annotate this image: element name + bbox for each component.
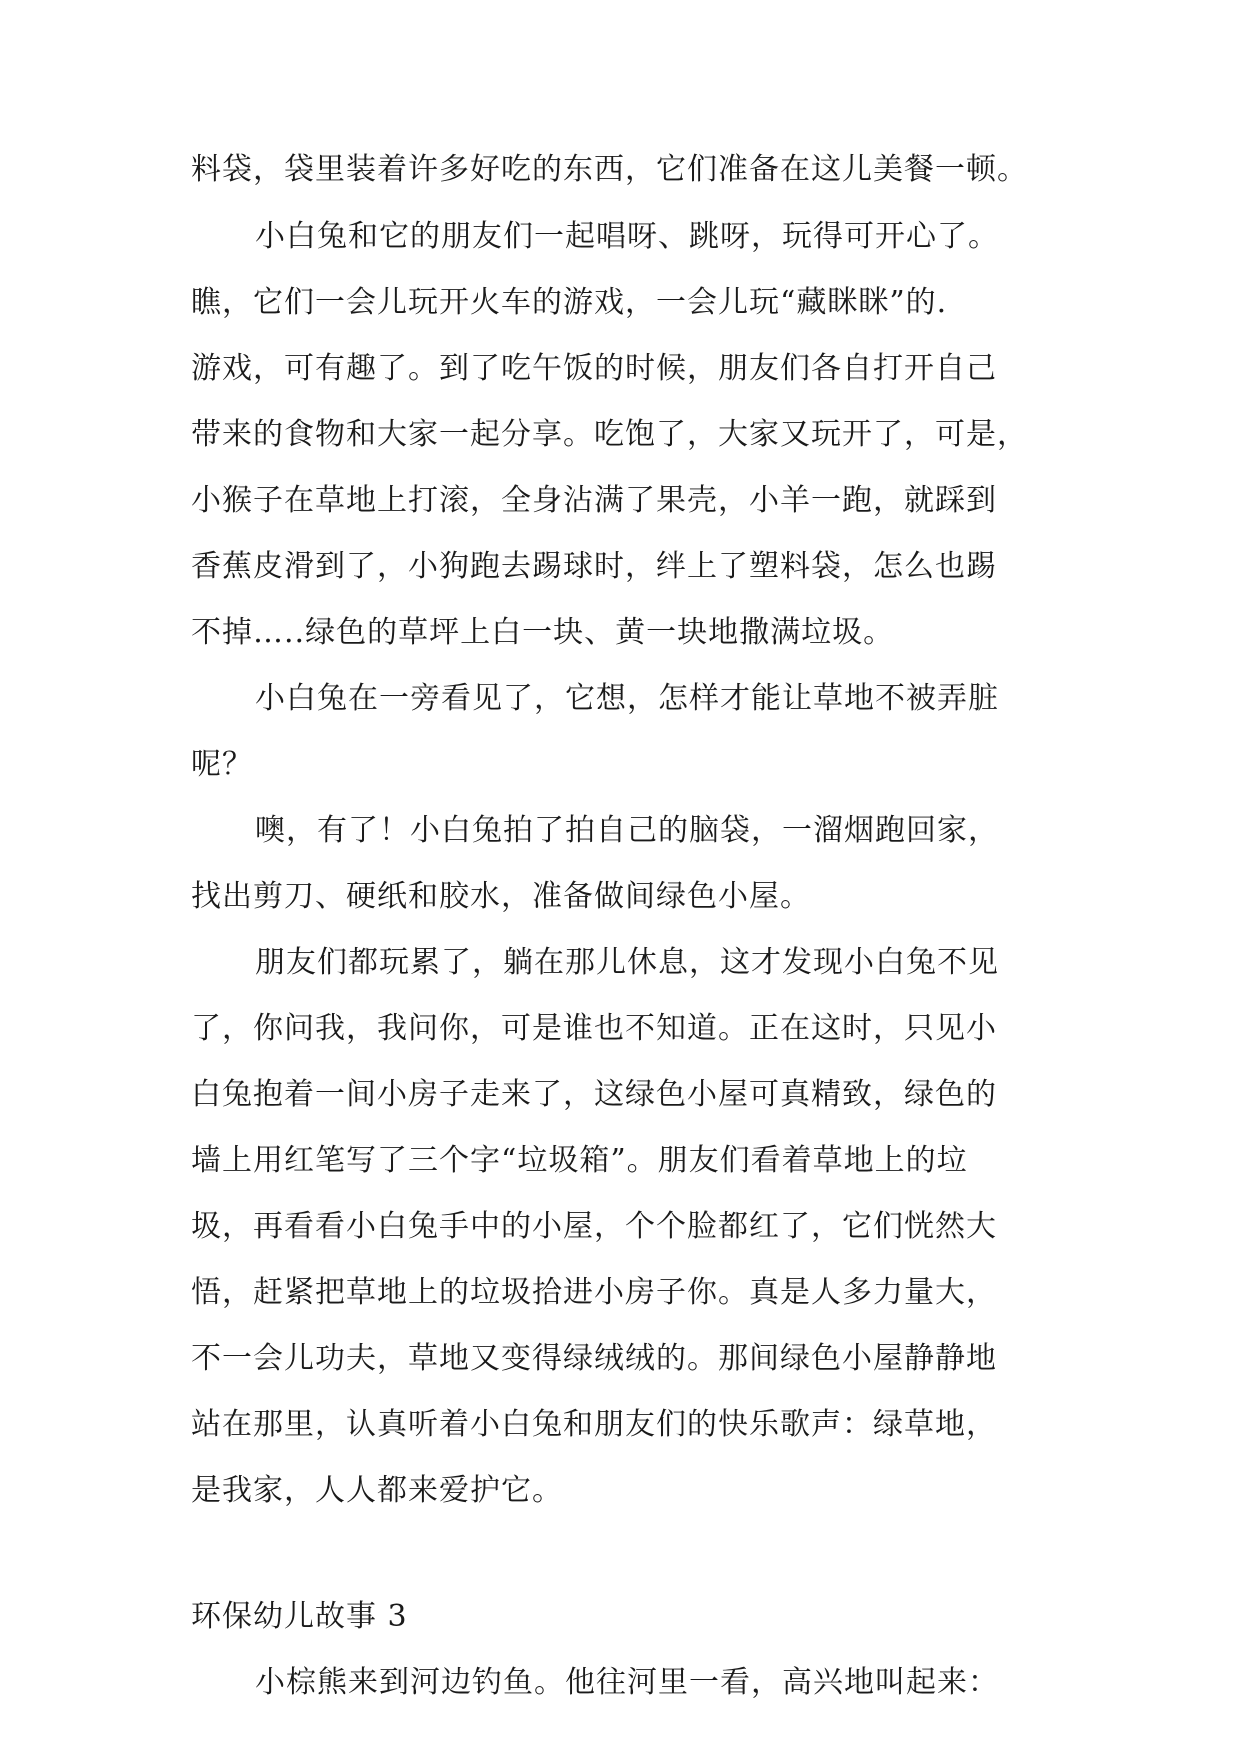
paragraph-line: 不掉…..绿色的草坪上白一块、黄一块地撒满垃圾。 bbox=[191, 615, 895, 650]
paragraph-line: 朋友们都玩累了，躺在那儿休息，这才发现小白兔不见 bbox=[255, 945, 999, 980]
paragraph-line: 了，你问我，我问你，可是谁也不知道。正在这时，只见小 bbox=[191, 1011, 997, 1046]
paragraph-line: 呢？ bbox=[191, 747, 253, 782]
paragraph-line: 游戏，可有趣了。到了吃午饭的时候，朋友们各自打开自己 bbox=[191, 351, 997, 386]
paragraph-line: 小白兔在一旁看见了，它想，怎样才能让草地不被弄脏 bbox=[255, 681, 999, 716]
paragraph-line: 瞧，它们一会儿玩开火车的游戏，一会儿玩“藏眯眯”的. bbox=[191, 285, 948, 320]
paragraph-line: 噢，有了！小白兔拍了拍自己的脑袋，一溜烟跑回家， bbox=[255, 813, 999, 848]
paragraph-line: 墙上用红笔写了三个字“垃圾箱”。朋友们看着草地上的垃 bbox=[191, 1143, 968, 1178]
paragraph-line: 不一会儿功夫，草地又变得绿绒绒的。那间绿色小屋静静地 bbox=[191, 1341, 997, 1376]
section-heading: 环保幼儿故事 3 bbox=[191, 1599, 408, 1634]
paragraph-line: 带来的食物和大家一起分享。吃饱了，大家又玩开了，可是， bbox=[191, 417, 1028, 452]
paragraph-line: 小猴子在草地上打滚，全身沾满了果壳，小羊一跑，就踩到 bbox=[191, 483, 997, 518]
paragraph-line: 圾，再看看小白兔手中的小屋，个个脸都红了，它们恍然大 bbox=[191, 1209, 997, 1244]
paragraph-line: 站在那里，认真听着小白兔和朋友们的快乐歌声：绿草地， bbox=[191, 1407, 997, 1442]
paragraph-line: 找出剪刀、硬纸和胶水，准备做间绿色小屋。 bbox=[191, 879, 811, 914]
paragraph-line: 是我家，人人都来爱护它。 bbox=[191, 1473, 563, 1508]
paragraph-line: 白兔抱着一间小房子走来了，这绿色小屋可真精致，绿色的 bbox=[191, 1077, 997, 1112]
paragraph-line: 悟，赶紧把草地上的垃圾拾进小房子你。真是人多力量大， bbox=[191, 1275, 997, 1310]
paragraph-line: 小棕熊来到河边钓鱼。他往河里一看，高兴地叫起来： bbox=[255, 1665, 999, 1700]
paragraph-line: 香蕉皮滑到了，小狗跑去踢球时，绊上了塑料袋，怎么也踢 bbox=[191, 549, 997, 584]
paragraph-line: 料袋，袋里装着许多好吃的东西，它们准备在这儿美餐一顿。 bbox=[191, 152, 1028, 187]
paragraph-line: 小白兔和它的朋友们一起唱呀、跳呀，玩得可开心了。 bbox=[255, 219, 999, 254]
